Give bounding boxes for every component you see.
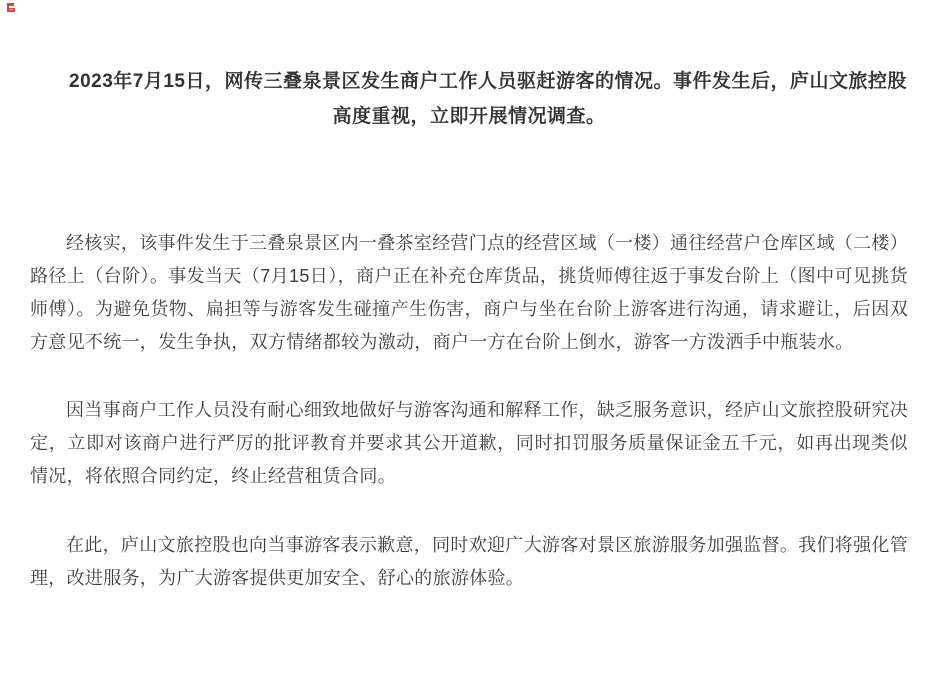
statement-heading: 2023年7月15日，网传三叠泉景区发生商户工作人员驱赶游客的情况。事件发生后，庐山文旅控股高度重视，立即开展情况调查。 [69,71,907,127]
red-artifact-icon [5,2,17,14]
statement-paragraph-2: 因当事商户工作人员没有耐心细致地做好与游客沟通和解释工作，缺乏服务意识，经庐山文旅控股研究决定，立即对该商户进行严厉的批评教育并要求其公开道歉，同时扣罚服务质量保证金五千元，如再出现类似情况，将依照合同约定，终止经营租赁合同。 [30,400,908,486]
statement-paragraph-3: 在此，庐山文旅控股也向当事游客表示歉意，同时欢迎广大游客对景区旅游服务加强监督。我们将强化管理，改进服务，为广大游客提供更加安全、舒心的旅游体验。 [30,535,908,588]
statement-paragraph-1: 经核实，该事件发生于三叠泉景区内一叠茶室经营门点的经营区域（一楼）通往经营户仓库区域（二楼）路径上（台阶）。事发当天（7月15日），商户正在补充仓库货品，挑货师傅往返于事发台阶上（图中可见挑货师傅）。为避免货物、扁担等与游客发生碰撞产生伤害，商户与坐在台阶上游客进行沟通，请求避让，后因双方意见不统一，发生争执，双方情绪都较为激动，商户一方在台阶上倒水，游客一方泼洒手中瓶装水。 [30,233,908,352]
